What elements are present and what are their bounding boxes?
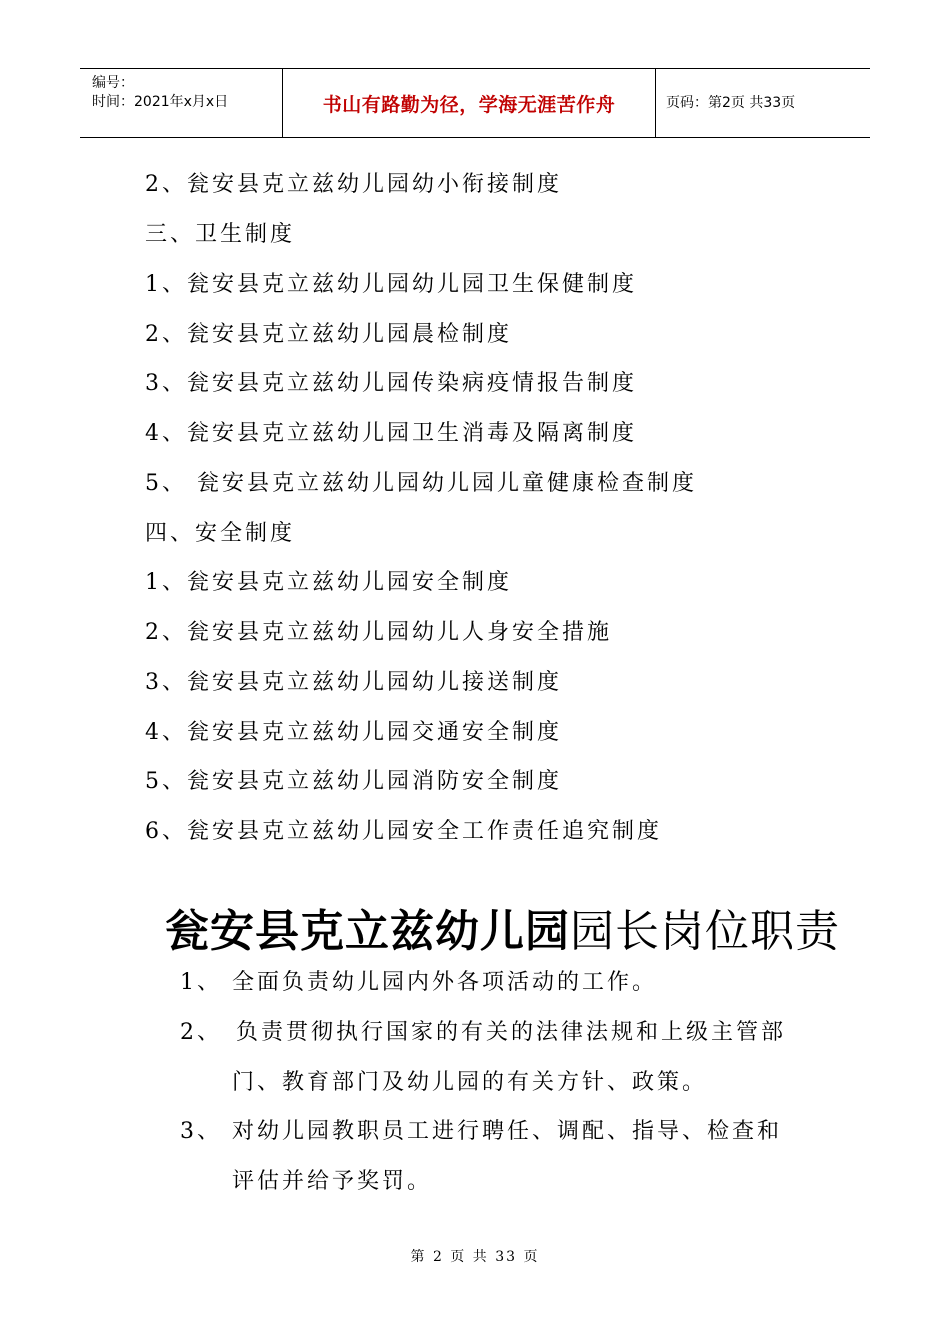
duty-text: 负责贯彻执行国家的有关的法律法规和上级主管部 (236, 1020, 787, 1045)
duty-text: 门、教育部门及幼儿园的有关方针、政策。 (232, 1070, 708, 1095)
list-item: 5、瓮安县克立兹幼儿园消防安全制度 (145, 769, 562, 794)
section-title-normal: 园长岗位职责 (570, 906, 840, 957)
list-item: 5、 瓮安县克立兹幼儿园幼儿园儿童健康检查制度 (145, 471, 697, 496)
duty-text: 对幼儿园教职员工进行聘任、调配、指导、检查和 (232, 1119, 783, 1144)
list-item: 1、瓮安县克立兹幼儿园幼儿园卫生保健制度 (145, 272, 637, 297)
page-footer: 第 2 页 共 33 页 (410, 1249, 540, 1265)
header-page-cell (656, 69, 870, 137)
duty-number: 1、 (180, 970, 222, 995)
duty-text: 评估并给予奖罚。 (232, 1169, 433, 1194)
list-item: 3、瓮安县克立兹幼儿园幼儿接送制度 (145, 670, 562, 695)
page-label: 页码：第2页 共33页 (666, 94, 796, 111)
list-item: 2、瓮安县克立兹幼儿园幼小衔接制度 (145, 172, 562, 197)
time-label: 时间：2021年x月x日 (92, 94, 229, 110)
section-heading: 三、卫生制度 (145, 222, 296, 247)
list-item: 6、瓮安县克立兹幼儿园安全工作责任追究制度 (145, 819, 662, 844)
duty-text: 全面负责幼儿园内外各项活动的工作。 (232, 970, 658, 995)
duty-number: 3、 (180, 1119, 222, 1144)
list-item: 2、瓮安县克立兹幼儿园幼儿人身安全措施 (145, 620, 612, 645)
header-info-cell (80, 69, 282, 137)
section-title (165, 902, 840, 962)
list-item: 2、瓮安县克立兹幼儿园晨检制度 (145, 322, 512, 347)
list-item: 1、瓮安县克立兹幼儿园安全制度 (145, 570, 512, 595)
list-item: 4、瓮安县克立兹幼儿园卫生消毒及隔离制度 (145, 421, 637, 446)
page-header (80, 68, 870, 138)
list-item: 4、瓮安县克立兹幼儿园交通安全制度 (145, 720, 562, 745)
list-item: 3、瓮安县克立兹幼儿园传染病疫情报告制度 (145, 371, 637, 396)
number-label: 编号： (92, 75, 134, 91)
header-motto-cell (282, 69, 656, 137)
duty-number: 2、 (180, 1020, 222, 1045)
motto: 书山有路勤为径，学海无涯苦作舟 (322, 93, 616, 116)
section-title-bold: 瓮安县克立兹幼儿园 (165, 906, 570, 957)
section-heading: 四、安全制度 (145, 521, 296, 546)
